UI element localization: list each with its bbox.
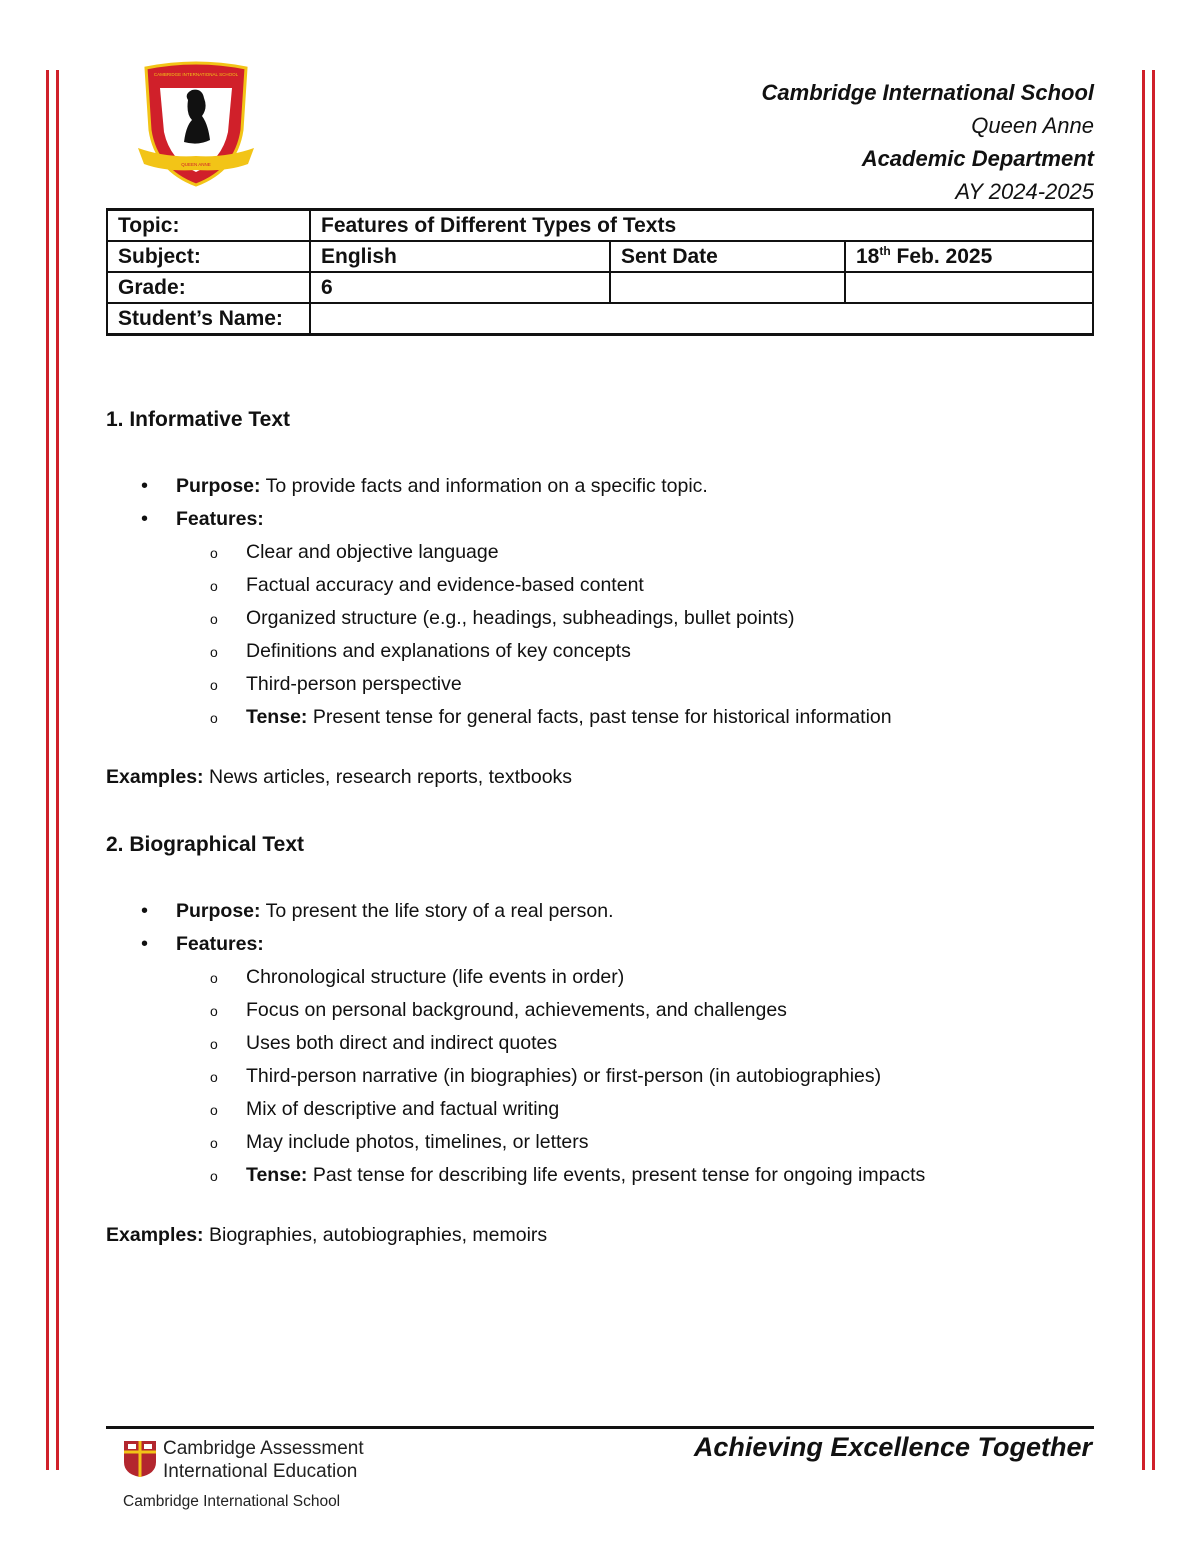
list-item: o Tense: Past tense for describing life events, present tense for ongoing impacts <box>176 1159 1096 1192</box>
footer-school-name: Cambridge International School <box>123 1493 341 1510</box>
student-name-field <box>310 303 1093 335</box>
features-list <box>176 961 1096 1192</box>
features-list <box>176 536 1096 734</box>
school-name: Cambridge International School <box>761 80 1094 105</box>
list-item: o Third-person perspective <box>176 668 1096 701</box>
table-row <box>107 210 1093 242</box>
list-item: o Clear and objective language <box>176 536 1096 569</box>
list-item: o Organized structure (e.g., headings, subheadings, bullet points) <box>176 602 1096 635</box>
list-item: o Uses both direct and indirect quotes <box>176 1027 1096 1060</box>
list-item: • Purpose: To provide facts and information on a specific topic. <box>106 470 1096 503</box>
topic-value: Features of Different Types of Texts <box>310 210 1093 242</box>
examples-line: Examples: Biographies, autobiographies, memoirs <box>106 1224 548 1246</box>
cambridge-assessment-line2: International Education <box>163 1461 358 1482</box>
section-bullets <box>106 895 1096 1192</box>
list-item: o Focus on personal background, achievements, and challenges <box>176 994 1096 1027</box>
list-item: • Purpose: To present the life story of a real person. <box>106 895 1096 928</box>
student-name-label: Student’s Name: <box>107 303 310 335</box>
empty-cell <box>845 272 1093 303</box>
left-border-line-outer <box>46 70 49 1470</box>
svg-text:QUEEN ANNE: QUEEN ANNE <box>181 162 211 167</box>
table-row <box>107 303 1093 335</box>
left-border-line-inner <box>56 70 59 1470</box>
grade-value: 6 <box>310 272 610 303</box>
list-item: o Chronological structure (life events in order) <box>176 961 1096 994</box>
subject-label: Subject: <box>107 241 310 272</box>
school-crest-logo <box>136 60 256 190</box>
list-item: • Features: o Clear and objective language o Factual accuracy and evidence-based content o Organized structure (e.g., headings, subheadings, bullet points) o Definitions and explanations of key concepts o Third-person perspective o Tense: Present tense for general facts, past tense for historical information <box>106 503 1096 734</box>
school-header <box>762 76 1094 208</box>
right-border-line-outer <box>1152 70 1155 1470</box>
list-item: • Features: o Chronological structure (life events in order) o Focus on personal background, achievements, and challenges o Uses both direct and indirect quotes o Third-person narrative (in biographies) or first-person (in autobiographies) o Mix of descriptive and factual writing o May include photos, timelines, or letters o Tense: Past tense for describing life events, present tense for ongoing impacts <box>106 928 1096 1192</box>
section-title: 2. Biographical Text <box>106 833 304 856</box>
examples-line: Examples: News articles, research reports, textbooks <box>106 766 573 788</box>
sent-date-value: 18th Feb. 2025 <box>845 241 1093 272</box>
school-motto: Achieving Excellence Together <box>693 1432 1092 1462</box>
list-item: o Definitions and explanations of key concepts <box>176 635 1096 668</box>
svg-text:CAMBRIDGE INTERNATIONAL SCHOOL: CAMBRIDGE INTERNATIONAL SCHOOL <box>153 72 239 77</box>
list-item: o Tense: Present tense for general facts, past tense for historical information <box>176 701 1096 734</box>
worksheet-content <box>106 400 1096 1252</box>
school-branch: Queen Anne <box>971 113 1094 138</box>
footer-divider <box>106 1426 1094 1429</box>
cambridge-shield-icon <box>123 1440 157 1478</box>
list-item: o Factual accuracy and evidence-based content <box>176 569 1096 602</box>
worksheet-info-table <box>106 208 1094 336</box>
grade-label: Grade: <box>107 272 310 303</box>
section-bullets <box>106 470 1096 734</box>
table-row <box>107 241 1093 272</box>
list-item: o Third-person narrative (in biographies) or first-person (in autobiographies) <box>176 1060 1096 1093</box>
cambridge-assessment-line1: Cambridge Assessment <box>163 1438 364 1459</box>
department: Academic Department <box>861 146 1094 171</box>
sent-date-label: Sent Date <box>610 241 845 272</box>
right-border-line-inner <box>1142 70 1145 1470</box>
list-item: o May include photos, timelines, or letters <box>176 1126 1096 1159</box>
academic-year: AY 2024-2025 <box>955 179 1094 204</box>
section-title: 1. Informative Text <box>106 408 290 431</box>
topic-label: Topic: <box>107 210 310 242</box>
list-item: o Mix of descriptive and factual writing <box>176 1093 1096 1126</box>
subject-value: English <box>310 241 610 272</box>
empty-cell <box>610 272 845 303</box>
table-row <box>107 272 1093 303</box>
